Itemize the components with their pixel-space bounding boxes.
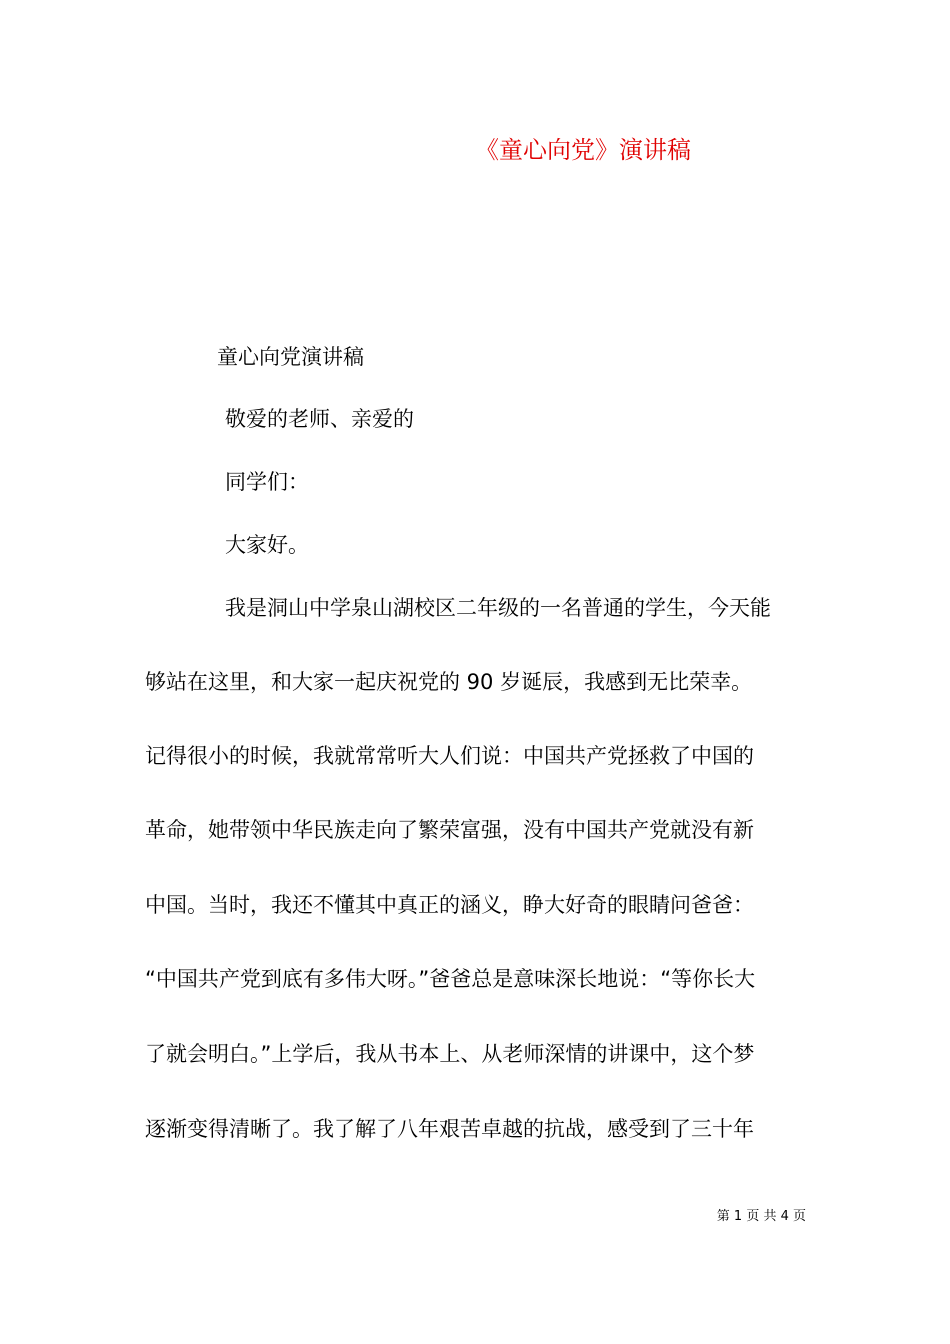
greeting-line-2: 同学们： [225,470,309,494]
page-number: 第 1 页 共 4 页 [716,1209,806,1224]
body-line: 中国。当时，我还不懂其中真正的涵义，睁大好奇的眼睛问爸爸： [145,893,754,917]
body-line: 逐渐变得清晰了。我了解了八年艰苦卓越的抗战，感受到了三十年 [145,1117,754,1141]
body-line: 革命，她带领中华民族走向了繁荣富强，没有中国共产党就没有新 [145,818,754,842]
body-line: “中国共产党到底有多伟大呀。”爸爸总是意味深长地说：“等你长大 [145,967,756,991]
greeting-line-1: 敬爱的老师、亲爱的 [225,407,414,431]
body-line: 够站在这里，和大家一起庆祝党的 90 岁诞辰，我感到无比荣幸。 [145,670,753,694]
greeting-line-3: 大家好。 [225,533,309,557]
body-line: 我是洞山中学泉山湖校区二年级的一名普通的学生，今天能 [225,596,771,620]
body-line: 了就会明白。”上学后，我从书本上、从老师深情的讲课中，这个梦 [145,1042,755,1066]
document-title: 《童心向党》演讲稿 [475,136,691,164]
speech-subtitle: 童心向党演讲稿 [217,345,364,369]
body-line: 记得很小的时候，我就常常听大人们说：中国共产党拯救了中国的 [145,744,754,768]
